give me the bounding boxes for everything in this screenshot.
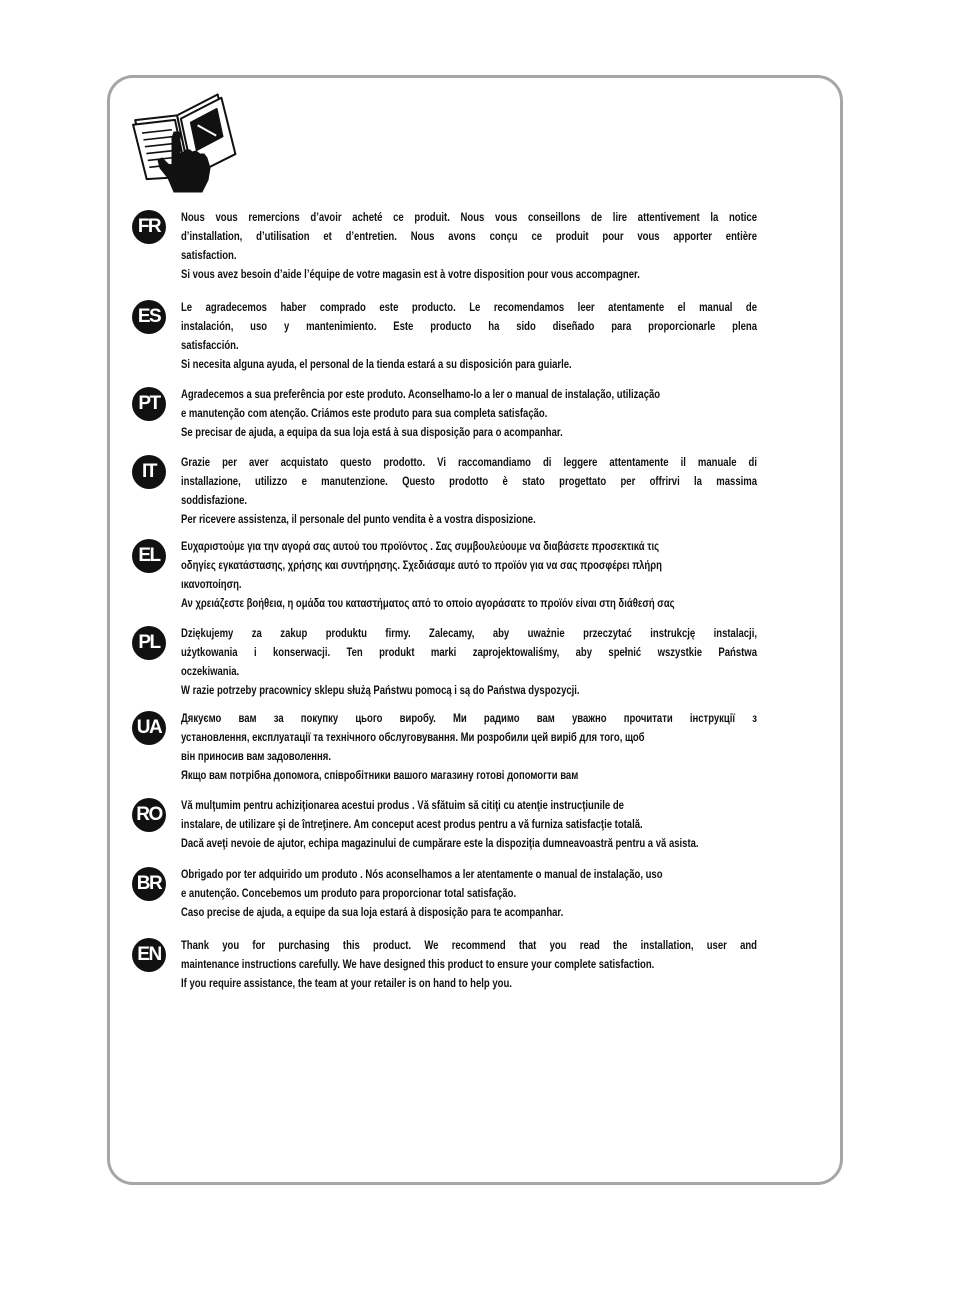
notice-line: Vă mulţumim pentru achiziţionarea acestui produs . Vă sfătuim să citiţi cu atenţie instrucţiunile de bbox=[181, 798, 624, 812]
notice-line: instalación, uso y mantenimiento. Este producto ha sido diseñado para proporcionarle plena bbox=[181, 319, 757, 333]
notice-line: If you require assistance, the team at your retailer is on hand to help you. bbox=[181, 976, 512, 990]
notice-line: Dacă aveţi nevoie de ajutor, echipa magazinului de cumpărare este la dispoziţia dumneavoastră pentru a vă asista. bbox=[181, 836, 699, 850]
notice-text bbox=[181, 208, 841, 284]
notice-line: ικανοποίηση. bbox=[181, 577, 242, 591]
notice-line: oczekiwania. bbox=[181, 664, 240, 678]
read-manual-icon bbox=[130, 88, 242, 198]
notice-line: Dziękujemy za zakup produktu firmy. Zalecamy, aby uważnie przeczytać instrukcję instalacji, bbox=[181, 626, 757, 640]
notice-line: Se precisar de ajuda, a equipa da sua loja está à sua disposição para o acompanhar. bbox=[181, 425, 563, 439]
notice-text bbox=[181, 624, 841, 700]
notice-line: satisfaction. bbox=[181, 248, 237, 262]
notice-line: Agradecemos a sua preferência por este produto. Aconselhamo-lo a ler o manual de instalação, utilização bbox=[181, 387, 661, 401]
notice-line: Αν χρειάζεστε βοήθεια, η ομάδα του καταστήματος από το οποίο αγοράσατε το προϊόν είναι στη διάθεσή σας bbox=[181, 596, 675, 610]
language-badge-es: ES bbox=[132, 300, 166, 334]
language-badge-en: EN bbox=[132, 938, 166, 972]
notice-text bbox=[181, 298, 841, 374]
notice-line: οδηγίες εγκατάστασης, χρήσης και συντήρησης. Σχεδιάσαμε αυτό το προϊόν για να σας προσφέρει πλήρη bbox=[181, 558, 662, 572]
notice-line: e manutenção com atenção. Criámos este produto para sua completa satisfação. bbox=[181, 406, 548, 420]
notice-line: satisfacción. bbox=[181, 338, 239, 352]
notice-line: Nous vous remercions d’avoir acheté ce produit. Nous vous conseillons de lire attentivement la notice bbox=[181, 210, 757, 224]
notice-line: Le agradecemos haber comprado este producto. Le recomendamos leer atentamente el manual de bbox=[181, 300, 757, 314]
language-badge-ro: RO bbox=[132, 798, 166, 832]
notice-text bbox=[181, 709, 841, 785]
notice-line: Ευχαριστούμε για την αγορά σας αυτού του προϊόντος . Σας συμβουλεύουμε να διαβάσετε προσεκτικά τις bbox=[181, 539, 660, 553]
notice-text bbox=[181, 796, 841, 853]
notice-line: Grazie per aver acquistato questo prodotto. Vi raccomandiamo di leggere attentamente il manuale di bbox=[181, 455, 757, 469]
notice-line: Дякуємо вам за покупку цього виробу. Ми радимо вам уважно прочитати інструкції з bbox=[181, 711, 757, 725]
notice-line: d’installation, d’utilisation et d’entretien. Nous avons conçu ce produit pour vous apporter entière bbox=[181, 229, 757, 243]
notice-text bbox=[181, 453, 841, 529]
notice-line: Thank you for purchasing this product. We recommend that you read the installation, user and bbox=[181, 938, 757, 952]
language-badge-pt: PT bbox=[132, 387, 166, 421]
language-badge-it: IT bbox=[132, 455, 166, 489]
notice-line: maintenance instructions carefully. We have designed this product to ensure your complete satisfaction. bbox=[181, 957, 655, 971]
notice-line: e anutenção. Concebemos um produto para proporcionar total satisfação. bbox=[181, 886, 517, 900]
notice-line: W razie potrzeby pracownicy sklepu służą Państwu pomocą i są do Państwa dyspozycji. bbox=[181, 683, 580, 697]
notice-line: установлення, експлуатації та технічного обслуговування. Ми розробили цей виріб для того, щоб bbox=[181, 730, 645, 744]
notice-line: Якщо вам потрібна допомога, співробітники вашого магазину готові допомогти вам bbox=[181, 768, 579, 782]
notice-line: instalare, de utilizare şi de întreţinere. Am conceput acest produs pentru a vă furniza satisfacţie totală. bbox=[181, 817, 643, 831]
notice-line: Caso precise de ajuda, a equipe da sua loja estará à disposição para te acompanhar. bbox=[181, 905, 564, 919]
notice-line: użytkowania i konserwacji. Ten produkt marki zaprojektowaliśmy, aby spełnić wszystkie Państwa bbox=[181, 645, 757, 659]
notice-text bbox=[181, 385, 841, 442]
language-badge-el: EL bbox=[132, 539, 166, 573]
language-badge-br: BR bbox=[132, 867, 166, 901]
language-badge-pl: PL bbox=[132, 626, 166, 660]
notice-text bbox=[181, 537, 841, 613]
notice-line: Si necesita alguna ayuda, el personal de la tienda estará a su disposición para guiarle. bbox=[181, 357, 572, 371]
notice-line: soddisfazione. bbox=[181, 493, 248, 507]
language-badge-ua: UA bbox=[132, 711, 166, 745]
notice-text bbox=[181, 865, 841, 922]
notice-text bbox=[181, 936, 841, 993]
notice-line: installazione, utilizzo e manutenzione. Questo prodotto è stato progettato per offrirvi la massima bbox=[181, 474, 757, 488]
language-badge-fr: FR bbox=[132, 210, 166, 244]
notice-line: Per ricevere assistenza, il personale del punto vendita è a vostra disposizione. bbox=[181, 512, 536, 526]
notice-line: він приносив вам задоволення. bbox=[181, 749, 331, 763]
notice-line: Si vous avez besoin d’aide l’équipe de votre magasin est à votre disposition pour vous accompagner. bbox=[181, 267, 640, 281]
notice-line: Obrigado por ter adquirido um produto . Nós aconselhamos a ler atentamente o manual de instalação, uso bbox=[181, 867, 663, 881]
